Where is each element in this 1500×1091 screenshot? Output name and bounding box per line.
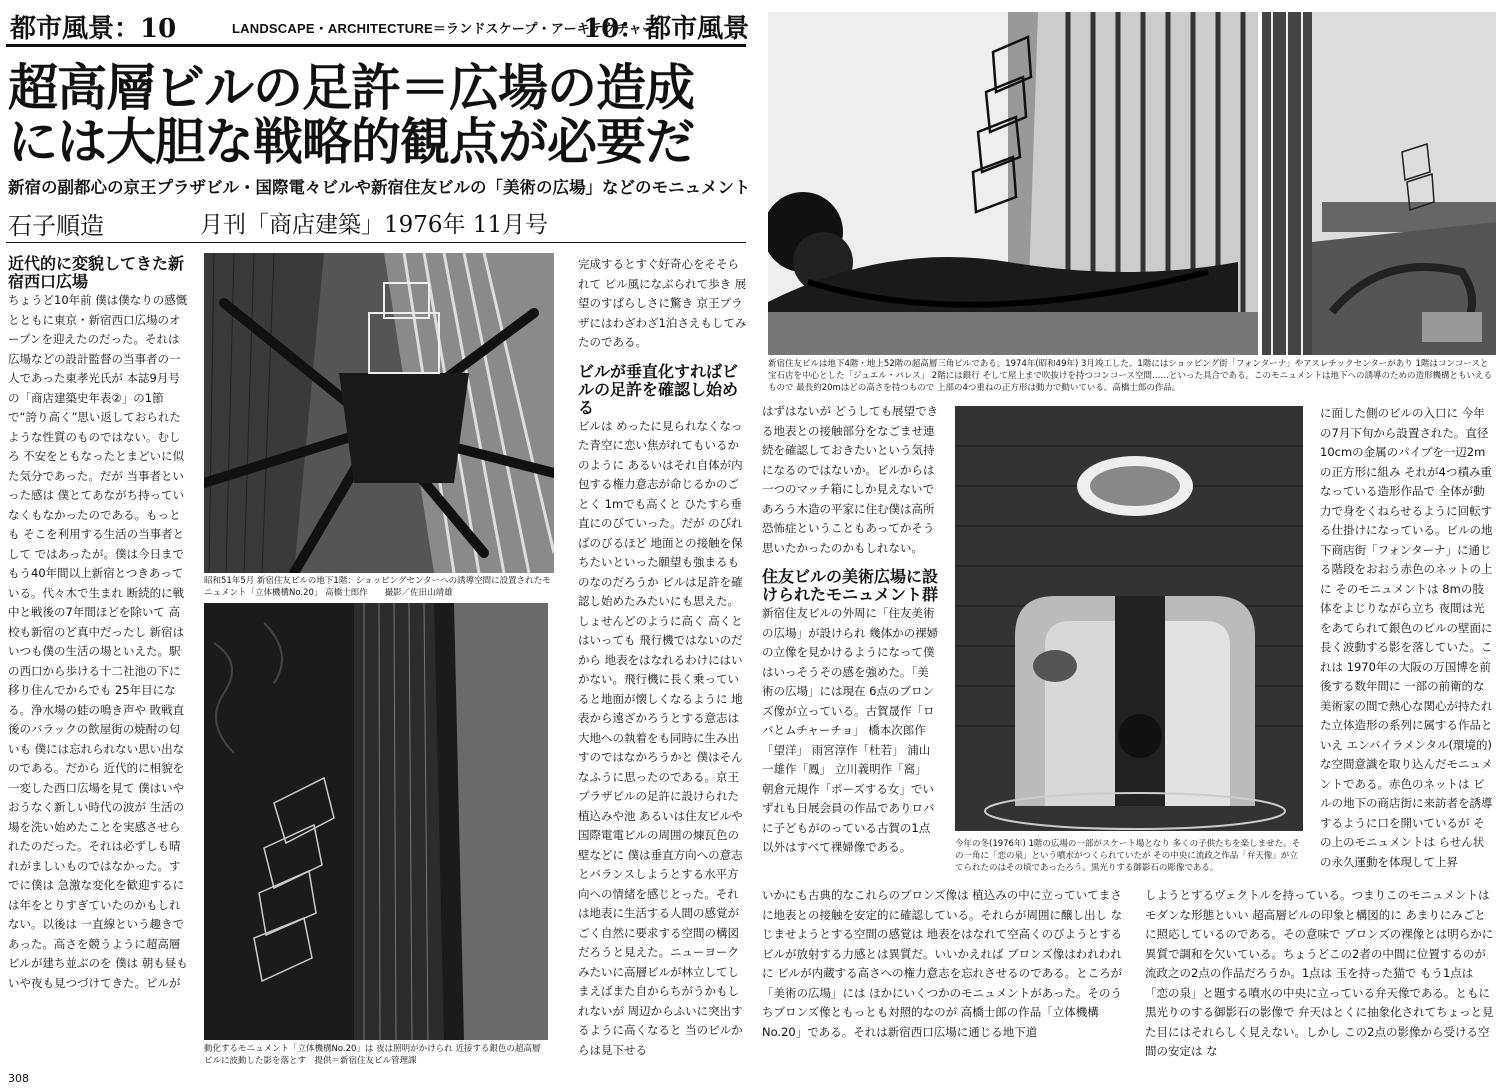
headline-line1: 超高層ビルの足許＝広場の造成: [8, 59, 694, 117]
column-3-body: 新宿住友ビルの外周に「住友美術の広場」が設けられ 幾体かの裸婦の立像を見かけるようになって僕はいっそうその感を強めた。「美術の広場」には現在 6点のブロンズ像が立っている。古賀晟作「ロバとムチャーチョ」 橋本次郎作「望洋」 雨宮淳作「杜若」 浦山一雄作「鳳」 立川義明作「窩」 朝倉元規作「ポーズする女」でいずれも日展会員の作品でありロバに子どもがのっている古賀の1点以外はすべて裸婦像である。: [762, 606, 939, 854]
title-rule: [6, 242, 746, 243]
author: 石子順造: [8, 212, 104, 240]
bottom-text-right: しようとするヴェクトルを持っている。つまりこのモニュメントはモダンな形態といい 超高層ビルの印象と構図的に あまりにみごとに照応しているのである。その意味で ブロンズの裸像とは明らかに異質で調和を欠いている。ちょうどこの2者の中間に位置するのが 流政之の2点の作品だろうか。1点は 玉を持った猫で もう1点は 「恋の泉」と題する噴水の中央に立っている弁天像である。ともに黒光りのする御影石の影像で 弁天はとくに抽象化されてちょっと見た目にはそれらしく見えない。しかし この2点の影像から受ける空間の安定は な: [1145, 888, 1494, 1058]
section-heading-3: 住友ビルの美術広場に設けられたモニュメント群: [762, 567, 939, 604]
photo-monument-upward: [204, 253, 554, 573]
headline-line2: には大胆な戦略的観点が必要だ: [8, 113, 694, 171]
series-label-mid: LANDSCAPE・ARCHITECTURE＝ランドスケープ・アーキテクチャー: [232, 21, 656, 36]
section-heading-2: ビルが垂直化すればビルの足許を確認し始める: [578, 361, 739, 417]
column-3-intro: はずはないが どうしても展望できる地表との接触部分をなごませ連続を確認しておきたいという気持になるのではないか。ビルからは 一つのマッチ箱にしか見えないであろう木造の平家に住む僕は高所恐怖症ということもあってかそう思いたかったのかもしれない。: [762, 404, 939, 555]
bottom-text: いかにも古典的なこれらのブロンズ像は 植込みの中に立っていてまさに地表との接触を安定的に確認している。それらが周囲に醸し出し なじませようとする空間の感覚は 地表をはなれて空高くのびようとするビルが放射する力感とは異質だ。いいかえれば ブロンズ像はわれわれに ビルが内蔵する高さへの権力意志を忘れさせるのである。ところが 「美術の広場」には ほかにいくつかのモニュメントがあった。そのうちブロンズ像ともっとも対照的なのが 高橋士郎の作品「立体機構No.20」である。それは新宿西口広場に通じる地下道: [762, 888, 1123, 1039]
photo-plaza-view: [1262, 12, 1496, 355]
column-5: [1320, 404, 1495, 882]
column-2: [578, 255, 748, 1060]
column-2-intro: 完成するとすぐ好奇心をそそられて ビル風になぶられて歩き 展望のすばらしさに驚き 京王プラザにはわざわざ1泊さえもしてみたのである。: [578, 257, 747, 349]
column-5-body: に面した側のビルの入口に 今年の7月下旬から設置された。直径10cmの金属のパイプを一辺2mの正方形に組み それが4つ積み重なっている造形作品で 全体が動力で身をくねらせるように回転する仕掛けになっている。ビルの地下商店街「フォンターナ」に通じる階段をおおう赤色のネットの上に そのモニュメントは 8mの肢体をよじりながら立ち 夜間は光をあてられて銀色のビルの壁面に長く波動する影を落していた。これは 1970年の大阪の万国博を前後する数年間に 一部の前衛的な美術家の間で熱心な関心が持たれた立体造形の系列に属する作品といえ エンバイラメンタル(環境的)な空間意識を取り込んだモニュメントである。赤色のネットは ビルの地下の商店街に来訪者を誘導するように口を開いているが その上のモニュメントは らせん状の永久運動を体現して上昇: [1320, 406, 1493, 869]
column-2-body: ビルは めったに見られなくなった青空に恋い焦がれてもいるかのように あるいはそれ自体が内包する権力意志が命じるかのごとく 1mでも高くと ひたすら垂直にのびていった。だが のびればのびるほど 地面との接触を保ちたいといった願望も強まるものなのだろうか ビルは足許を確認し始めたみたいにも思えた。しょせんどのように高く 高くとはいっても 飛行機ではないのだから 地表をはなれるわけにはいかない。飛行機に長く乗っていると地面が懐しくなるように 地表から遠ざかろうとする意志は 大地への執着をも同時に生み出すのではなかろうかと 僕はそんなふうに思ったのである。京王プラザビルの足許に設けられた植込みや池 あるいは住友ビルや国際電電ビルの周囲の煉瓦色の壁などに 僕は垂直方向への意志とバランスしようとする水平方向への情緒を感じとった。それは地表に生活する人間の感覚が ごく自然に要求する空間の構図だろうと見えた。ニューヨークみたいに高層ビルが林立してしまえばまた自からちがうかもしれないが 周辺からふいに突出するように高くなると 当のビルからは見下せる: [578, 418, 743, 1057]
caption-photo-2: 動化するモニュメント「立体機構No.20」は 夜は照明がかけられ 近接する銀色の超高層ビルに波動した影を落とす 提供＝新宿住友ビル管理課: [204, 1044, 541, 1066]
page-number: 308: [8, 1072, 29, 1085]
series-label-right: 10：都市風景: [583, 14, 750, 44]
column-1: [8, 255, 190, 1060]
section-heading-1: 近代的に変貌してきた新宿西口広場: [8, 255, 185, 291]
caption-photo-3: 新宿住友ビルは地下4階・地上52階の超高層三角ビルである。1974年(昭和49年) 3月竣工した。1階にはショッピング街「フォンターナ」やアスレチックセンターがあり 1階はコンコースと宝石店を中心とした「ジュエル・パレス」 2階には銀行 そして屋上まで吹抜けを持つコンコース空間……といった具合である。このモニュメントは地下への誘導のための造形機構ともいえるもので 最長約20mはどの高さを持つもので 上部の4つ重ねの正方形は動力で動いている。高橋士郎の作品。: [768, 359, 1492, 393]
header-rule: [6, 44, 746, 47]
photo-sumitomo-tower: [768, 12, 1258, 355]
caption-photo-4: 今年の冬(1976年) 1階の広場の一部がスケート場となり 多くの子供たちを楽しませた。その一角に「恋の泉」という噴水がつくられていたが その中央に流政之作品「弁天像」が立てられたのはその頃であったろう。黒光りする御影石の彫像である。: [955, 839, 1301, 873]
column-3: [762, 402, 940, 884]
caption-photo-1: 昭和51年5月 新宿住友ビルの地下1階：ショッピングセンターへの誘導空間に設置されたモニュメント「立体機構No.20」 高橋士郎作 撮影／佐田山靖雄: [204, 576, 551, 598]
column-1-body: ちょうど10年前 僕は僕なりの感慨とともに東京・新宿西口広場のオープンを迎えたのだった。それは 広場などの設計監督の当事者の一人であった東孝光氏が 本誌9月号の「商店建築史年表②」の1節で“誇り高く”思い返しておられたような性質のものではない。むしろ 不安をともなったとまどいに似た気分であった。だが 当事者といった感は 僕とてあながち持っていなくもなかったのである。もっとも そこを利用する生活の当事者として ではあったが。僕は今日まで もう40年間以上新宿とつきあっている。代々木で生まれ 断続的に戦中と戦後の7年間ほどを除いて 高校も新宿のど真中だったし 新宿はいつも僕の生活の場といえた。駅の西口から歩ける十二社池の下に移り住んでからでも 25年目になる。浄水場の蛙の鳴き声や 敗戦直後のバラックの飲屋街の焼酎の匂いも 僕には忘れられない思い出なのである。だから 近代的に相貌を一変した西口広場を見て 僕はいやおうなく新しい時代の波が 生活の場を洗い始めたことを実感させられたのだった。それは必ずしも晴れがましいものではなかった。すでに僕は 急激な変化を歓迎するには年をとりすぎていたのかもしれない。以後は 一直線という趣きであった。高さを競うように超高層ビルが建ち並ぶのを 僕は 朝も昼もいや夜も見つづけてきた。ビルが: [8, 293, 188, 990]
subheadline: 新宿の副都心の京王プラザビル・国際電々ビルや新宿住友ビルの「美術の広場」などのモニュメント: [8, 178, 751, 197]
photo-fountain: [955, 406, 1303, 831]
photo-monument-night: [204, 603, 548, 1040]
source-citation: 月刊「商店建築」1976年 11月号: [200, 212, 549, 238]
series-label-left: 都市風景：10: [10, 14, 177, 44]
